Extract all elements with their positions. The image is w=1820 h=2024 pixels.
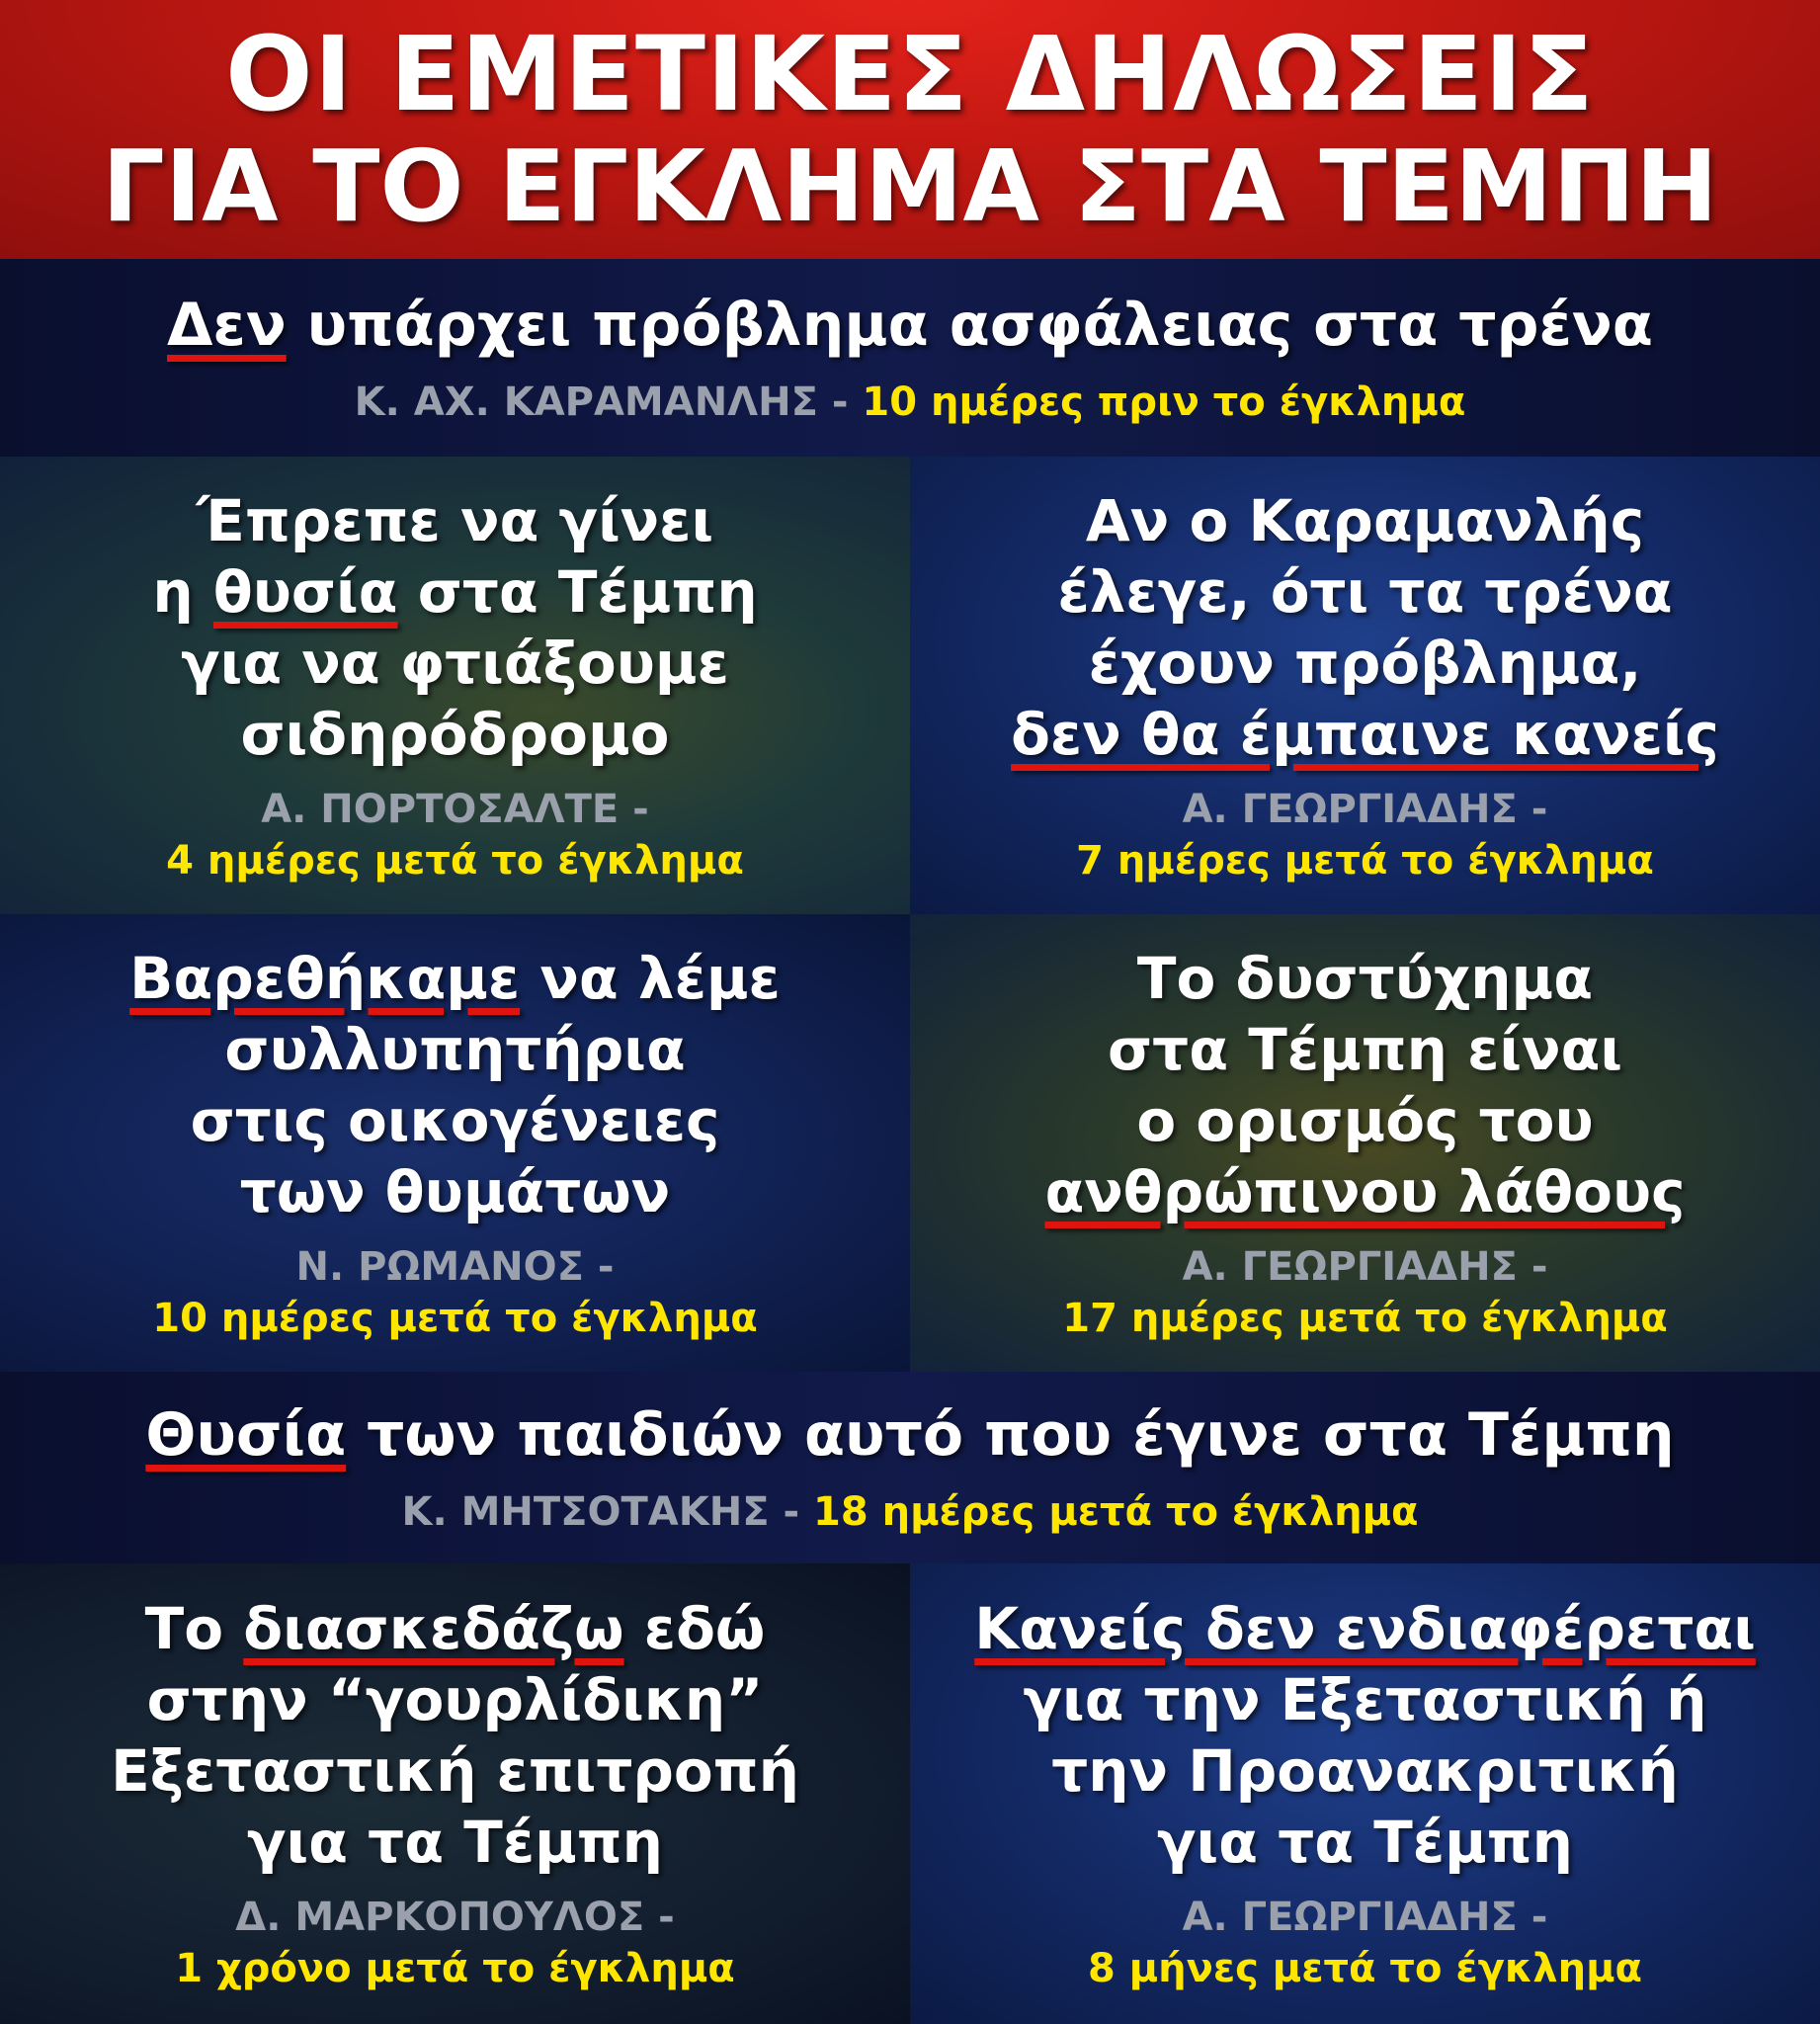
quote-line: στα Τέμπη είναι	[1108, 1015, 1622, 1083]
attribution	[401, 1486, 1418, 1538]
timing: 17 ημέρες μετά το έγκλημα	[1062, 1295, 1668, 1341]
separator: -	[1530, 786, 1548, 832]
attribution	[175, 1892, 735, 1994]
quote-line: έλεγε, ότι τα τρένα	[1057, 557, 1673, 626]
attribution	[1062, 1241, 1668, 1344]
underlined-phrase: ανθρώπινου λάθους	[1044, 1157, 1686, 1225]
quote-line: για να φτιάξουμε	[181, 629, 729, 697]
title-line-1: ΟΙ ΕΜΕΤΙΚΕΣ ΔΗΛΩΣΕΙΣ	[225, 14, 1595, 134]
quote-line: συλλυπητήρια	[224, 1015, 686, 1083]
underlined-word: Δεν	[166, 291, 287, 360]
separator: -	[632, 786, 649, 832]
quote-fragment: η	[152, 557, 213, 626]
speaker-name	[175, 1892, 735, 1943]
attribution	[152, 1241, 758, 1344]
underlined-word: Θυσία	[145, 1400, 347, 1470]
quote-markopoulos	[0, 1563, 910, 2024]
speaker-text: Α. ΓΕΩΡΓΙΑΔΗΣ	[1182, 1243, 1518, 1290]
quote-line	[1011, 699, 1719, 770]
quote-rest: των παιδιών αυτό που έγινε στα Τέμπη	[346, 1400, 1675, 1470]
speaker-name: Κ. ΜΗΤΣΟΤΑΚΗΣ	[401, 1489, 770, 1535]
title-line-2: ΓΙΑ ΤΟ ΕΓΚΛΗΜΑ ΣΤΑ ΤΕΜΠΗ	[102, 128, 1718, 244]
quote-line: Έπρεπε να γίνει	[196, 486, 714, 554]
underlined-word: διασκεδάζω	[243, 1595, 624, 1662]
quote-line: ο ορισμός του	[1136, 1086, 1594, 1154]
quote-text	[167, 288, 1653, 363]
underlined-word: Βαρεθήκαμε	[129, 944, 521, 1012]
timing: 8 μήνες μετά το έγκλημα	[1087, 1946, 1642, 1991]
attribution	[355, 377, 1466, 428]
timing: 7 ημέρες μετά το έγκλημα	[1076, 837, 1654, 884]
speaker-text: Α. ΓΕΩΡΓΙΑΔΗΣ	[1182, 786, 1518, 832]
quote-line: των θυμάτων	[239, 1157, 671, 1225]
quote-line	[111, 1593, 799, 1664]
quote-line: για τα Τέμπη	[247, 1809, 663, 1876]
quote-georgiadis-1	[910, 457, 1820, 914]
timing: 10 ημέρες πριν το έγκλημα	[862, 380, 1466, 425]
quote-mitsotakis	[0, 1372, 1820, 1563]
timing: 1 χρόνο μετά το έγκλημα	[175, 1946, 735, 1991]
separator: -	[1530, 1895, 1548, 1940]
quote-fragment: να λέμε	[520, 944, 781, 1012]
timing: 18 ημέρες μετά το έγκλημα	[813, 1489, 1419, 1535]
quote-romanos	[0, 914, 910, 1372]
quote-line	[129, 943, 781, 1014]
separator: -	[831, 380, 849, 425]
quote-fragment: στα Τέμπη	[397, 557, 758, 626]
quote-text	[152, 485, 757, 770]
speaker-text: Α. ΓΕΩΡΓΙΑΔΗΣ	[1182, 1895, 1518, 1940]
underlined-word: θυσία	[212, 557, 398, 626]
speaker-text: Δ. ΜΑΡΚΟΠΟΥΛΟΣ	[235, 1895, 645, 1940]
quote-text	[129, 943, 781, 1227]
separator: -	[783, 1489, 800, 1535]
quote-text	[1011, 485, 1719, 770]
quote-georgiadis-2	[910, 914, 1820, 1372]
quote-text	[145, 1397, 1674, 1473]
attribution	[166, 784, 744, 886]
speaker-text: Α. ΠΟΡΤΟΣΑΛΤΕ	[261, 786, 620, 832]
header-banner	[0, 0, 1820, 259]
quote-line: για τα Τέμπη	[1157, 1809, 1573, 1876]
quote-line: την Προανακριτική	[1051, 1737, 1679, 1805]
underlined-phrase: Κανείς δεν ενδιαφέρεται	[974, 1595, 1756, 1662]
speaker-text: Ν. ΡΩΜΑΝΟΣ	[295, 1243, 584, 1290]
quote-karamanlis	[0, 259, 1820, 457]
quote-line: στην “γουρλίδικη”	[146, 1666, 764, 1733]
separator: -	[597, 1243, 615, 1290]
underlined-phrase: δεν θα έμπαινε κανείς	[1011, 700, 1719, 768]
speaker-name	[1076, 784, 1654, 835]
quote-line	[152, 556, 757, 628]
quote-georgiadis-3	[910, 1563, 1820, 2024]
quote-rest: υπάρχει πρόβλημα ασφάλειας στα τρένα	[286, 291, 1653, 360]
attribution	[1088, 1892, 1642, 1994]
separator: -	[658, 1895, 675, 1940]
quote-line	[1044, 1156, 1685, 1227]
quote-line: Εξεταστική επιτροπή	[111, 1737, 799, 1805]
timing: 10 ημέρες μετά το έγκλημα	[152, 1295, 758, 1341]
quote-fragment: Το	[144, 1595, 244, 1662]
quote-line: έχουν πρόβλημα,	[1088, 629, 1642, 697]
quote-line: σιδηρόδρομο	[240, 700, 670, 768]
speaker-name	[166, 784, 744, 835]
separator: -	[1530, 1243, 1548, 1290]
quote-line: Αν ο Καραμανλής	[1085, 486, 1645, 554]
attribution	[1076, 784, 1654, 886]
speaker-name	[1062, 1241, 1668, 1293]
quote-line: για την Εξεταστική ή	[1023, 1666, 1707, 1733]
quote-line	[974, 1593, 1756, 1664]
speaker-name: Κ. ΑΧ. ΚΑΡΑΜΑΝΛΗΣ	[354, 380, 818, 425]
quote-text	[111, 1593, 799, 1878]
quote-line: Το δυστύχημα	[1136, 944, 1594, 1012]
quote-line: στις οικογένειες	[190, 1086, 720, 1154]
quote-fragment: εδώ	[623, 1595, 766, 1662]
quote-portosalte	[0, 457, 910, 914]
timing: 4 ημέρες μετά το έγκλημα	[166, 837, 744, 884]
speaker-name	[152, 1241, 758, 1293]
speaker-name	[1088, 1892, 1642, 1943]
quote-text	[1044, 943, 1685, 1227]
quote-text	[974, 1593, 1756, 1878]
